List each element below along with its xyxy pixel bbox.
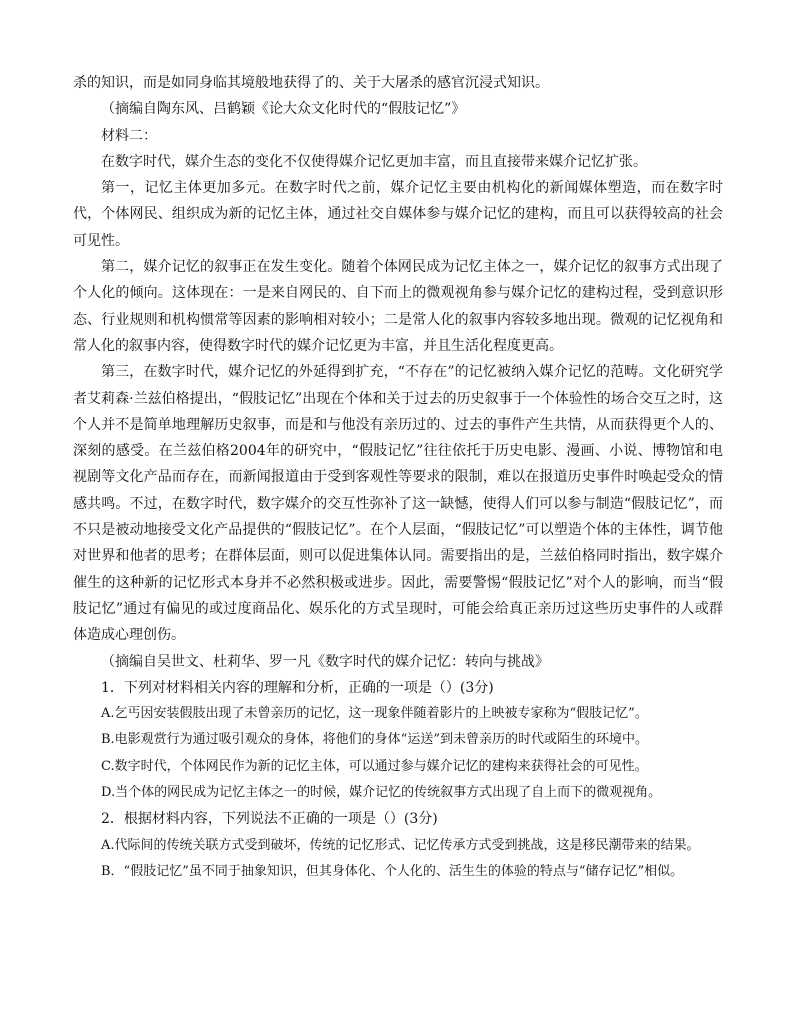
question-1-option-c: C.数字时代，个体网民作为新的记忆主体，可以通过参与媒介记忆的建构来获得社会的可见性。 — [101, 758, 648, 774]
question-1-option-d: D.当个体的网民成为记忆主体之一的时候，媒介记忆的传统叙事方式出现了自上而下的微观视角。 — [101, 785, 662, 801]
paragraph-intro: 在数字时代，媒介生态的变化不仅使得媒介记忆更加丰富，而且直接带来媒介记忆扩张。 — [101, 153, 647, 170]
paragraph-continuation: 杀的知识，而是如同身临其境般地获得了的、关于大屠杀的感官沉浸式知识。 — [73, 75, 549, 91]
material-two-heading: 材料二： — [101, 127, 157, 144]
document-page — [73, 70, 723, 885]
paragraph-first: 第一，记忆主体更加多元。在数字时代之前，媒介记忆主要由机构化的新闻媒体塑造，而在数字时代，个体网民、组织成为新的记忆主体，通过社交自媒体参与媒介记忆的建构，而且可以获得较高的社会可见性。 — [73, 180, 723, 249]
source-citation-2: （摘编自吴世文、杜莉华、罗一凡《数字时代的媒介记忆：转向与挑战》 — [101, 653, 549, 670]
question-2-option-b: B．“假肢记忆”虽不同于抽象知识，但其身体化、个人化的、活生生的体验的特点与“储存记忆”相似。 — [101, 863, 684, 879]
question-1-option-a: A.乞丐因安装假肢出现了未曾亲历的记忆，这一现象伴随着影片的上映被专家称为“假肢记忆”。 — [101, 706, 648, 722]
paragraph-second: 第二，媒介记忆的叙事正在发生变化。随着个体网民成为记忆主体之一，媒介记忆的叙事方式出现了个人化的倾向。这体现在：一是来自网民的、自下而上的微观视角参与媒介记忆的建构过程，受到意识形态、行业规则和机构惯常等因素的影响相对较小；二是常人化的叙事内容较多地出现。微观的记忆视角和常人化的叙事内容，使得数字时代的媒介记忆更为丰富，并且生活化程度更高。 — [73, 259, 723, 354]
source-citation-1: （摘编自陶东风、吕鹤颖《论大众文化时代的“假肢记忆”》 — [101, 101, 466, 118]
question-2-option-a: A.代际间的传统关联方式受到破坏，传统的记忆形式、记忆传承方式受到挑战，这是移民潮带来的结果。 — [101, 837, 700, 853]
question-1-stem: 1．下列对材料相关内容的理解和分析，正确的一项是（）(3分) — [101, 679, 494, 696]
question-1-option-b: B.电影观赏行为通过吸引观众的身体，将他们的身体“运送”到未曾亲历的时代或陌生的环境中。 — [101, 732, 648, 748]
paragraph-third: 第三，在数字时代，媒介记忆的外延得到扩充，“不存在”的记忆被纳入媒介记忆的范畴。文化研究学者艾莉森·兰兹伯格提出，“假肢记忆”出现在个体和关于过去的历史叙事于一个体验性的场合交互之时，这个人并不是简单地理解历史叙事，而是和与他没有亲历过的、过去的事件产生共情，从而获得更个人的、深刻的感受。在兰兹伯格2004年的研究中，“假肢记忆”往往依托于历史电影、漫画、小说、博物馆和电视剧等文化产品而存在，而新闻报道由于受到客观性等要求的限制，难以在报道历史事件时唤起受众的情感共鸣。不过，在数字时代，数字媒介的交互性弥补了这一缺憾，使得人们可以参与制造“假肢记忆”，而不只是被动地接受文化产品提供的“假肢记忆”。在个人层面，“假肢记忆”可以塑造个体的主体性，调节他对世界和他者的思考；在群体层面，则可以促进集体认同。需要指出的是，兰兹伯格同时指出，数字媒介催生的这种新的记忆形式本身并不必然积极或进步。因此，需要警惕“假肢记忆”对个人的影响，而当“假肢记忆”通过有偏见的或过度商品化、娱乐化的方式呈现时，可能会给真正亲历过这些历史事件的人或群体造成心理创伤。 — [73, 364, 723, 644]
question-2-stem: 2．根据材料内容，下列说法不正确的一项是（）(3分) — [101, 811, 438, 828]
